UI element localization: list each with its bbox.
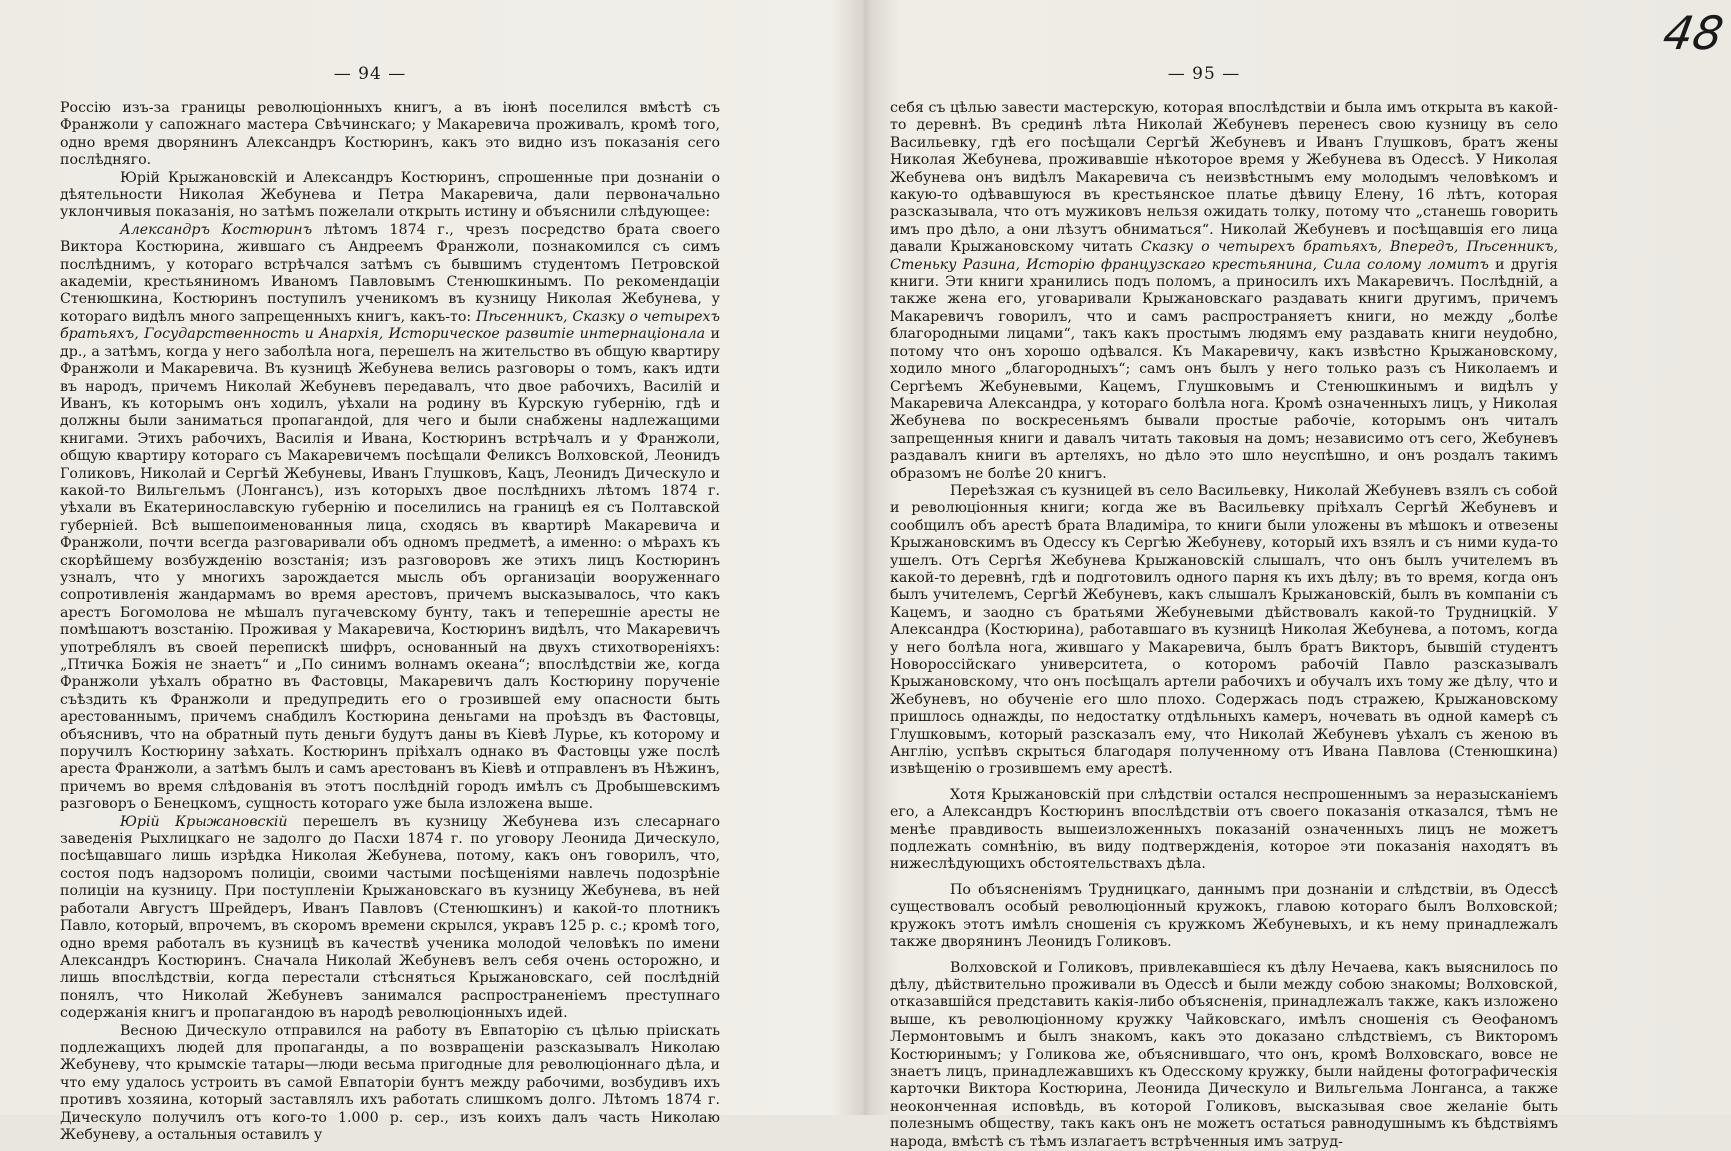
left-page (60, 0, 721, 1143)
paragraph (60, 100, 720, 170)
paragraph (890, 100, 1558, 483)
paragraph (890, 960, 1558, 1151)
body-text: Волховской и Голиковъ, привлекавшіеся къ дѣлу Нечаева, какъ выяснилось по дѣлу, дѣйствительно проживали въ Одессѣ и были между собою знакомы; Волховской, отказавшійся представить какія-либо объясненія, принадлежалъ также, какъ изложено выше, къ революціонному кружку Чайковскаго, имѣлъ сношенія съ Ѳеофаномъ Лермонтовымъ и былъ знакомъ, какъ это доказано слѣдствіемъ, съ Викторомъ Костюринымъ; у Голикова же, объяснившаго, что онъ, кромѣ Волховскаго, вовсе не знаетъ лицъ, принадлежавшихъ къ Одесскому кружку, были найдены фотографическія карточки Виктора Костюрина, Леонида Дическуло и Вильгельма Лонганса, а также неоконченная исповѣдь, въ которой Голиковъ, высказывая свое желаніе быть полезнымъ обществу, такъ какъ онъ не можетъ остаться равнодушнымъ къ бѣдствіямъ народа, вмѣстѣ съ тѣмъ излагаетъ встрѣченныя имъ затруд- (890, 959, 1558, 1150)
body-text: себя съ цѣлью завести мастерскую, которая впослѣдствіи и была имъ открыта въ какой-то деревнѣ. Въ срединѣ лѣта Николай Жебуневъ перенесъ свою кузницу въ село Васильевку, гдѣ его посѣщали Сергѣй Жебуневъ и Иванъ Глушковъ, братъ жены Николая Жебунева, проживавшіе нѣкоторое время у Жебунева въ Одессѣ. У Николая Жебунева онъ видѣлъ Макаревича съ неизвѣстнымъ ему молодымъ человѣкомъ и какую-то одѣвавшуюся въ крестьянское платье дѣвицу Елену, 16 лѣтъ, которая разсказывала, что отъ мужиковъ нельзя ожидать толку, потому что „станешь говорить имъ про дѣло, а они лѣзутъ обниматься“. Николай Жебуневъ и посѣщавшія его лица давали Крыжановскому читать (890, 100, 1558, 256)
body-text: перешелъ въ кузницу Жебунева изъ слесарнаго заведенія Рыхлицкаго не задолго до Пасхи 1874 г. по уговору Леонида Дическуло, посѣщавшаго лишь изрѣдка Николая Жебунева, потому, какъ онъ говорилъ, что, состоя подъ надзоромъ полиціи, своими частыми посѣщеніями навлечь подозрѣніе полиціи на кузницу. При поступленіи Крыжановскаго въ кузницу Жебунева, въ ней работали Августъ Шрейдеръ, Иванъ Павловъ (Стенюшкинъ) и какой-то плотникъ Павло, который, впрочемъ, въ скоромъ времени скрылся, укравъ 125 р. с.; кромѣ того, одно время работалъ въ кузницѣ въ качествѣ ученика молодой человѣкъ по имени Александръ Костюринъ. Сначала Николай Жебуневъ велъ себя очень осторожно, и лишь впослѣдствіи, когда перестали стѣсняться Крыжановскаго, сей послѣдній понялъ, что Николай Жебуневъ занимался распространеніемъ преступнаго содержанія книгъ и пропагандою въ народѣ революціонныхъ идей. (60, 813, 721, 1022)
body-text: Хотя Крыжановскій при слѣдствіи остался неспрошеннымъ за неразысканіемъ его, а Александръ Костюринъ впослѣдствіи отъ своего показанія отказался, тѣмъ не менѣе правдивость вышеизложенныхъ показаній означенныхъ лицъ не можетъ подлежать сомнѣнію, въ виду подтвержденія, которое эти показанія находятъ въ нижеслѣдующихъ обстоятельствахъ дѣла. (890, 786, 1558, 873)
body-text: Весною Дическуло отправился на работу въ Евпаторію съ цѣлью пріискать подлежащихъ людей для пропаганды, а по возвращеніи разсказывалъ Николаю Жебуневу, что крымскіе татары—люди весьма пригодные для революціоннаго дѣла, и что ему удалось устроить въ самой Евпаторіи бунтъ между рабочими, возбудивъ ихъ противъ хозяина, который заставлялъ ихъ работать слишкомъ долго. Лѣтомъ 1874 г. Дическуло получилъ отъ кого-то 1.000 р. сер., изъ коихъ далъ часть Николаю Жебуневу, а остальныя оставилъ у (60, 1022, 720, 1143)
page-number-left: — 94 — (333, 64, 407, 84)
body-text: и другія книги. Эти книги хранились подъ поломъ, а приносилъ ихъ Макаревичъ. Послѣдній, а также жена его, уговаривали Крыжановскаго раздавать книги другимъ, причемъ Макаревичъ говорилъ, что и самъ распространяетъ книги, но между „болѣе благородными лицами“, такъ какъ простымъ людямъ ему раздавать книги неудобно, потому что онъ хорошо одѣвался. Къ Макаревичу, какъ извѣстно Крыжановскому, ходило много „благородныхъ“; самъ онъ былъ у него только разъ съ Николаемъ и Сергѣемъ Жебуневыми, Кацемъ, Глушковымъ и Стенюшкинымъ и видѣлъ у Макаревича Александра, у котораго болѣла нога. Кромѣ означенныхъ лицъ, у Николая Жебунева по воскресеньямъ бывали простые рабочіе, которымъ онъ читалъ запрещенныя книги и давалъ читать таковыя на домъ; независимо отъ сего, Жебуневъ раздавалъ книги въ артеляхъ, но дѣло это шло неуспѣшно, и онъ роздалъ такимъ образомъ не болѣе 20 книгъ. (890, 256, 1559, 482)
body-text: Россію изъ-за границы революціонныхъ книгъ, а въ іюнѣ поселился вмѣстѣ съ Франжоли у сапожнаго мастера Свѣчинскаго; у Макаревича проживалъ, кромѣ того, одно время дворянинъ Александръ Костюринъ, какъ это видно изъ показанія сего послѣдняго. (60, 100, 720, 169)
italic-text: Юрій Крыжановскій (120, 813, 288, 830)
italic-text: Пѣсенникъ, Сказку о четырехъ братьяхъ, Государственность и Анархія, Историческое развитіе интернаціонала (60, 308, 720, 343)
handwritten-folio-number: 48 (1659, 6, 1728, 60)
body-text: Юрій Крыжановскій и Александръ Костюринъ, спрошенные при дознаніи о дѣятельности Николая Жебунева и Петра Макаревича, дали первоначально уклончивыя показанія, но затѣмъ пожелали открыть истину и объяснили слѣдующее: (60, 169, 720, 221)
paragraph (890, 787, 1558, 874)
left-page-text (60, 100, 720, 1144)
body-text: лѣтомъ 1874 г., чрезъ посредство брата своего Виктора Костюрина, жившаго съ Андреемъ Франжоли, познакомился съ симъ послѣднимъ, у котораго встрѣчался затѣмъ съ бывшимъ студентомъ Петровской академіи, крестьяниномъ Иваномъ Павловымъ Стенюшкинымъ. По рекомендаціи Стенюшкина, Костюринъ поступилъ ученикомъ въ кузницу Николая Жебунева, у котораго видѣлъ много запрещенныхъ книгъ, какъ-то: (60, 221, 720, 325)
paragraph (60, 814, 720, 1023)
body-text: и др., а затѣмъ, когда у него заболѣла нога, перешелъ на жительство въ общую квартиру Франжоли и Макаревича. Въ кузницѣ Жебунева велись разговоры о томъ, какъ идти въ народъ, причемъ Николай Жебуневъ передавалъ, что двое рабочихъ, Василій и Иванъ, къ которымъ онъ ходилъ, уѣхали на родину въ Курскую губернію, гдѣ и должны были заниматься пропагандой, для чего и были снабжены надлежащими книгами. Этихъ рабочихъ, Василія и Ивана, Костюринъ встрѣчалъ и у Франжоли, общую квартиру котораго съ Макаревичемъ посѣщали Феликсъ Волховской, Леонидъ Голиковъ, Николай и Сергѣй Жебуневы, Иванъ Глушковъ, Кацъ, Леонидъ Дическуло и какой-то Вильгельмъ (Лонгансъ), изъ которыхъ двое послѣднихъ лѣтомъ 1874 г. уѣхали въ Екатеринославскую губернію и поселились на границѣ ея съ Полтавской губерніей. Всѣ вышепоименованныя лица, сходясь въ квартирѣ Макаревича и Франжоли, почти всегда разговаривали объ одномъ предметѣ, а именно: о мѣрахъ къ скорѣйшему возбужденію возстанія; изъ разговоровъ же этихъ лицъ Костюринъ узналъ, что у многихъ зарождается мысль объ организаціи вооруженнаго сопротивленія жандармамъ во время арестовъ, причемъ высказывалось, что какъ арестъ Богомолова не мѣшалъ пугачевскому бунту, такъ и теперешніе аресты не помѣшаютъ возстанію. Проживая у Макаревича, Костюринъ видѣлъ, что Макаревичъ употреблялъ въ своей перепискѣ шифръ, основанный на двухъ стихотвореніяхъ: „Птичка Божія не знаетъ“ и „По синимъ волнамъ океана“; впослѣдствіи же, когда Франжоли уѣхалъ обратно въ Фастовцы, Макаревичъ далъ Костюрину порученіе съѣздить къ Франжоли и предупредить его о грозившей ему опасности быть арестованнымъ, причемъ снабдилъ Костюрина деньгами на проѣздъ въ Фастовцы, объяснивъ, что на обратный путь деньги будутъ даны въ Кіевѣ Лурье, къ которому и поручилъ Костюрину заѣхать. Костюринъ пріѣхалъ однако въ Фастовцы уже послѣ ареста Франжоли, а затѣмъ былъ и самъ арестованъ въ Кіевѣ и отправленъ въ Нѣжинъ, причемъ во время слѣдованія въ этотъ послѣдній городъ имѣлъ съ Дробышевскимъ разговоръ о Бенецкомъ, сущность котораго уже была изложена выше. (60, 326, 720, 813)
right-page-text (890, 100, 1558, 1151)
paragraph (890, 882, 1558, 952)
paragraph (60, 170, 720, 222)
body-text: Переѣзжая съ кузницей въ село Васильевку, Николай Жебуневъ взялъ съ собой и революціонныя книги; когда же въ Васильевку пріѣхалъ Сергѣй Жебуневъ и сообщилъ объ арестѣ брата Владиміра, то книги были уложены въ мѣшокъ и отвезены Крыжановскимъ въ Одессу къ Сергѣю Жебуневу, который ихъ взялъ и съ ними куда-то ушелъ. Отъ Сергѣя Жебунева Крыжановскій слышалъ, что онъ былъ учителемъ въ какой-то деревнѣ, гдѣ и подготовилъ одного парня къ ихъ дѣлу; въ то время, когда онъ былъ учителемъ, Сергѣй Жебуневъ, какъ слышалъ Крыжановскій, былъ въ компаніи съ Кацемъ, и заодно съ братьями Жебуневыми дѣйствовалъ какой-то Трудницкій. У Александра (Костюрина), работавшаго въ кузницѣ Николая Жебунева, а потомъ, когда у него болѣла нога, жившаго у Макаревича, былъ братъ Викторъ, бывшій студентъ Новороссійскаго университета, о которомъ рабочій Павло разсказывалъ Крыжановскому, что онъ посѣщалъ артели рабочихъ и обучалъ ихъ тому же дѣлу, что и Жебуневъ, но обученіе его шло плохо. Содержась подъ стражею, Крыжановскому пришлось однажды, по недостатку отдѣльныхъ камеръ, ночевать въ одной камерѣ съ Глушковымъ, который разсказалъ ему, что Николай Жебуневъ уѣхалъ съ женою въ Англію, успѣвъ скрыться благодаря полученному отъ Ивана Павлова (Стенюшкина) извѣщенію о грозившемъ ему арестѣ. (890, 482, 1558, 778)
right-page (890, 0, 1559, 1150)
page-number-right: — 95 — (1167, 64, 1241, 84)
body-text: По объясненіямъ Трудницкаго, даннымъ при дознаніи и слѣдствіи, въ Одессѣ существовалъ особый революціонный кружокъ, главою котораго былъ Волховской; кружокъ этотъ имѣлъ сношенія съ кружкомъ Жебуневыхъ, и къ нему принадлежалъ также дворянинъ Леонидъ Голиковъ. (890, 881, 1558, 951)
italic-text: Александръ Костюринъ (120, 221, 313, 238)
paragraph (890, 483, 1558, 779)
paragraph (60, 1023, 720, 1145)
paragraph (60, 222, 720, 814)
italic-text: Сказку о четырехъ братьяхъ, Впередъ, Пѣсенникъ, Стеньку Разина, Исторію французскаго крестьянина, Сила солому ломитъ (890, 239, 1558, 273)
